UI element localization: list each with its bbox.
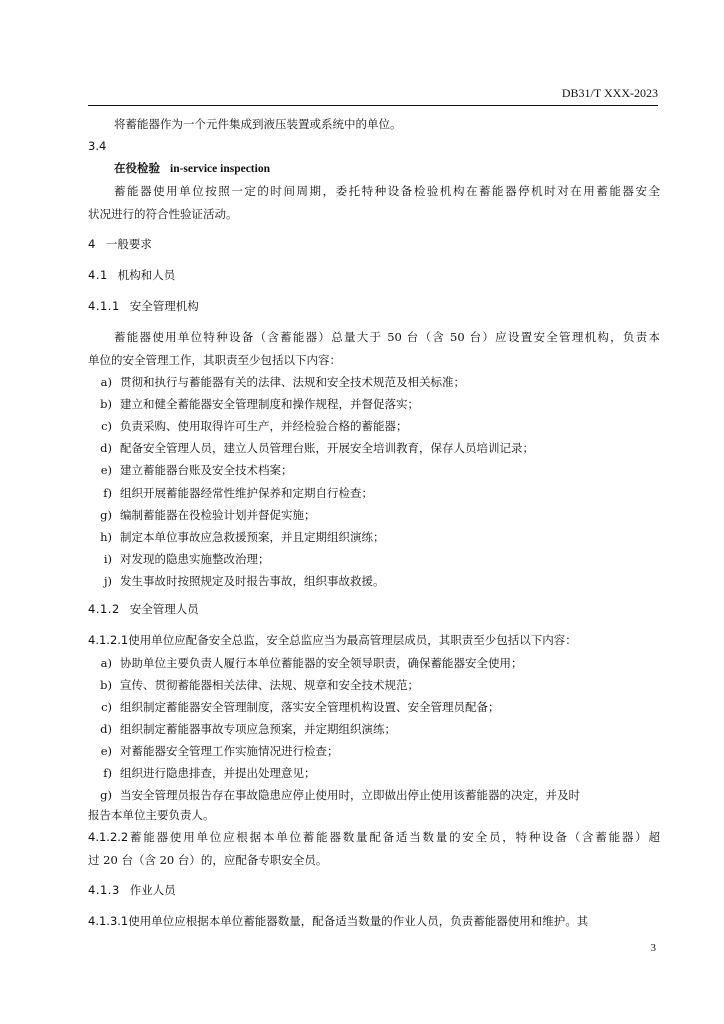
section-4-heading [88, 236, 660, 252]
list-item-text: 建立蓄能器台账及安全技术档案； [120, 463, 293, 478]
section-title: 机构和人员 [117, 268, 176, 282]
list-item [88, 485, 660, 501]
document-id: DB31/T XXX-2023 [561, 86, 658, 100]
list-marker: j) [103, 573, 112, 588]
header-rule [88, 105, 658, 106]
list-marker: g) [100, 788, 112, 802]
section-4-1-3-heading [88, 882, 660, 898]
clause-number: 4.1.3.1 [88, 914, 129, 928]
section-4-1-heading [88, 267, 660, 283]
list-marker: b) [100, 397, 112, 412]
list-item [88, 462, 660, 478]
term-definition-line-1: 蓄能器使用单位按照一定的时间周期，委托特种设备检验机构在蓄能器停机时对在用蓄能器安全 [114, 184, 660, 198]
list-item-text: 宣传、贯彻蓄能器相关法律、法规、规章和安全技术规范； [120, 678, 419, 692]
list-marker: d) [100, 441, 112, 456]
section-4-1-1-heading [88, 298, 660, 314]
list-item [88, 529, 660, 545]
term-english: in-service inspection [170, 163, 270, 175]
list-item [88, 551, 660, 567]
list-item-text: 组织制定蓄能器事故专项应急预案，并定期组织演练； [120, 722, 396, 736]
list-item-text: 组织开展蓄能器经常性维护保养和定期自行检查； [120, 485, 373, 500]
term-chinese: 在役检验 [114, 161, 160, 175]
clause-number: 4.1.2.2 [88, 830, 129, 844]
section-number: 4.1.2 [88, 602, 120, 616]
clause-4-1-2-2-continuation: 过 20 台（含 20 台）的，应配备专职安全员。 [88, 853, 328, 867]
section-title: 安全管理人员 [129, 602, 199, 616]
list-marker: c) [101, 419, 112, 434]
list-item-continuation: 报告本单位主要负责人。 [88, 808, 215, 822]
list-item-text: 配备安全管理人员，建立人员管理台账，开展安全培训教育，保存人员培训记录； [120, 441, 534, 456]
section-number: 4 [88, 237, 96, 251]
list-item [88, 677, 660, 693]
clause-number: 4.1.2.1 [88, 633, 129, 647]
list-item [88, 374, 660, 390]
clause-number: 3.4 [88, 139, 107, 153]
clause-4-1-2-2 [88, 829, 660, 845]
list-item [88, 699, 660, 715]
page-number: 3 [650, 942, 656, 954]
clause-4-1-2-1 [88, 632, 660, 648]
section-4-1-2-heading [88, 601, 660, 617]
list-item-text: 对蓄能器安全管理工作实施情况进行检查； [120, 744, 339, 758]
list-item [88, 743, 660, 759]
section-title: 安全管理机构 [129, 299, 199, 313]
list-marker: e) [100, 463, 112, 478]
term-definition-line-2: 状况进行的符合性验证活动。 [88, 207, 238, 221]
list-item [88, 721, 660, 737]
list-item-text: 组织进行隐患排查，并提出处理意见； [120, 766, 316, 780]
list-marker: i) [103, 551, 112, 566]
section-title: 作业人员 [129, 883, 176, 897]
list-item [88, 655, 660, 671]
clause-4-1-3-1 [88, 913, 660, 929]
list-item-text: 组织制定蓄能器安全管理制度，落实安全管理机构设置、安全管理员配备； [120, 700, 500, 714]
paragraph-line-2: 单位的安全管理工作，其职责至少包括以下内容： [88, 353, 341, 367]
list-item [88, 396, 660, 412]
list-marker: b) [100, 678, 112, 692]
list-item-text: 发生事故时按照规定及时报告事故，组织事故救援。 [120, 573, 385, 588]
list-marker: c) [101, 700, 112, 714]
paragraph-line-1: 蓄能器使用单位特种设备（含蓄能器）总量大于 50 台（含 50 台）应设置安全管理机构，负责本 [114, 330, 660, 344]
list-item-text: 对发现的隐患实施整改治理； [120, 551, 270, 566]
clause-text: 使用单位应配备安全总监，安全总监应当为最高管理层成员，其职责至少包括以下内容： [128, 633, 577, 647]
list-item [88, 507, 660, 523]
list-marker: a) [100, 375, 112, 389]
list-marker: h) [100, 529, 112, 544]
clause-text: 蓄能器使用单位应根据本单位蓄能器数量配备适当数量的安全员，特种设备（含蓄能器）超 [128, 830, 660, 844]
clause-3-4-number [88, 138, 660, 154]
list-marker: f) [103, 485, 112, 500]
list-item [88, 765, 660, 781]
list-item [88, 573, 660, 589]
clause-text: 使用单位应根据本单位蓄能器数量，配备适当数量的作业人员，负责蓄能器使用和维护。其 [128, 914, 589, 928]
section-title: 一般要求 [105, 237, 152, 251]
list-marker: a) [100, 656, 112, 670]
section-number: 4.1.3 [88, 883, 120, 897]
list-item-text: 编制蓄能器在役检验计划并督促实施； [120, 507, 316, 522]
list-marker: f) [103, 766, 112, 780]
list-item [88, 418, 660, 434]
list-item-text: 负责采购、使用取得许可生产，并经检验合格的蓄能器； [120, 419, 408, 434]
list-marker: g) [100, 507, 112, 522]
list-item [88, 787, 660, 803]
list-item-text: 协助单位主要负责人履行本单位蓄能器的安全领导职责，确保蓄能器安全使用； [120, 656, 523, 670]
term-heading [114, 160, 660, 177]
section-number: 4.1.1 [88, 299, 120, 313]
list-marker: d) [100, 722, 112, 736]
list-item-text: 贯彻和执行与蓄能器有关的法律、法规和安全技术规范及相关标准； [120, 375, 465, 389]
continued-paragraph: 将蓄能器作为一个元件集成到液压装置或系统中的单位。 [114, 117, 402, 131]
list-item [88, 440, 660, 456]
list-marker: e) [100, 744, 112, 758]
list-item-text: 当安全管理员报告存在事故隐患应停止使用时，立即做出停止使用该蓄能器的决定，并及时 [120, 788, 580, 802]
list-item-text: 制定本单位事故应急救援预案，并且定期组织演练； [120, 529, 385, 544]
section-number: 4.1 [88, 268, 108, 282]
list-item-text: 建立和健全蓄能器安全管理制度和操作规程，并督促落实； [120, 397, 419, 412]
